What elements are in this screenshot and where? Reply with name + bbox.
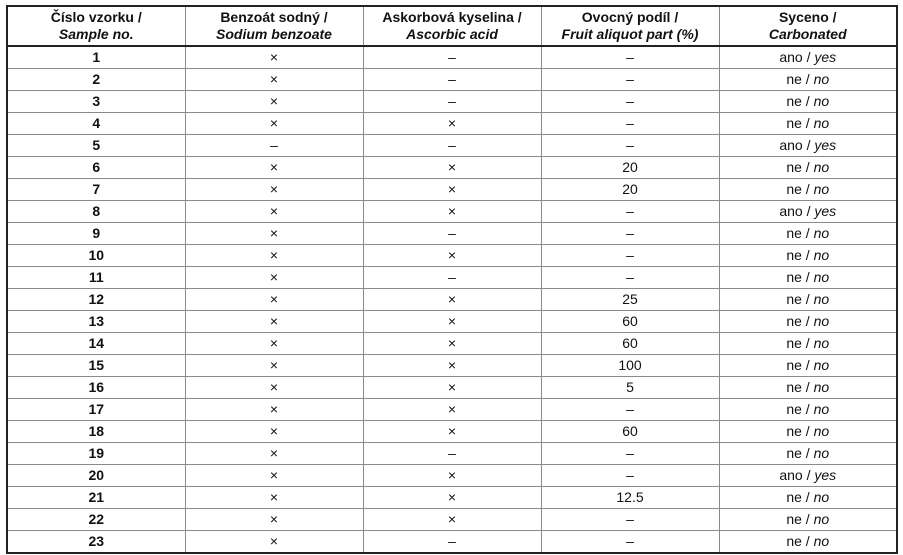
cell-ascorbic-acid: – (363, 223, 541, 245)
cell-sample-no: 21 (7, 487, 185, 509)
carbonated-cz: ano (779, 49, 803, 65)
cell-fruit-aliquot: – (541, 223, 719, 245)
header-carbonated-cz: Syceno / (778, 9, 837, 25)
cell-sample-no: 23 (7, 531, 185, 554)
cell-fruit-aliquot: 25 (541, 289, 719, 311)
carbonated-separator: / (801, 269, 814, 285)
carbonated-separator: / (802, 49, 815, 65)
cell-sodium-benzoate: × (185, 333, 363, 355)
table-row (7, 399, 897, 421)
carbonated-en: no (813, 423, 830, 439)
carbonated-en: no (813, 357, 830, 373)
cell-carbonated (719, 311, 897, 333)
cell-sample-no: 15 (7, 355, 185, 377)
cell-carbonated (719, 289, 897, 311)
cell-sample-no: 19 (7, 443, 185, 465)
cell-carbonated (719, 421, 897, 443)
cell-fruit-aliquot: 60 (541, 333, 719, 355)
cell-sample-no: 7 (7, 179, 185, 201)
cell-sample-no: 8 (7, 201, 185, 223)
cell-fruit-aliquot: – (541, 443, 719, 465)
cell-sodium-benzoate: × (185, 223, 363, 245)
cell-carbonated (719, 399, 897, 421)
table-row (7, 69, 897, 91)
table-row (7, 91, 897, 113)
carbonated-en: no (813, 115, 830, 131)
carbonated-cz: ne (786, 115, 802, 131)
cell-ascorbic-acid: × (363, 333, 541, 355)
cell-sample-no: 20 (7, 465, 185, 487)
carbonated-separator: / (802, 467, 815, 483)
table-row (7, 289, 897, 311)
table-row (7, 443, 897, 465)
cell-ascorbic-acid: – (363, 46, 541, 69)
cell-ascorbic-acid: – (363, 91, 541, 113)
carbonated-cz: ne (786, 445, 802, 461)
carbonated-separator: / (801, 247, 814, 263)
carbonated-en: no (813, 445, 830, 461)
carbonated-cz: ano (779, 467, 803, 483)
carbonated-en: no (813, 159, 830, 175)
carbonated-en: no (813, 247, 830, 263)
header-fruit-aliquot (541, 6, 719, 46)
table-row (7, 487, 897, 509)
table-row (7, 311, 897, 333)
samples-table (6, 5, 898, 554)
cell-carbonated (719, 135, 897, 157)
cell-sample-no: 3 (7, 91, 185, 113)
cell-sodium-benzoate: × (185, 289, 363, 311)
cell-carbonated (719, 46, 897, 69)
cell-ascorbic-acid: – (363, 443, 541, 465)
carbonated-en: no (813, 511, 830, 527)
cell-sample-no: 16 (7, 377, 185, 399)
header-sample-no (7, 6, 185, 46)
cell-sodium-benzoate: × (185, 201, 363, 223)
header-carbonated-en: Carbonated (768, 26, 847, 42)
carbonated-separator: / (801, 335, 814, 351)
carbonated-cz: ne (786, 269, 802, 285)
cell-sample-no: 22 (7, 509, 185, 531)
carbonated-separator: / (801, 489, 814, 505)
carbonated-en: no (813, 313, 830, 329)
cell-fruit-aliquot: – (541, 399, 719, 421)
carbonated-separator: / (801, 313, 814, 329)
cell-carbonated (719, 113, 897, 135)
cell-fruit-aliquot: 5 (541, 377, 719, 399)
header-sodium-benzoate-cz: Benzoát sodný / (220, 9, 328, 25)
cell-fruit-aliquot: – (541, 465, 719, 487)
carbonated-cz: ne (786, 335, 802, 351)
cell-sodium-benzoate: × (185, 179, 363, 201)
table-row (7, 223, 897, 245)
cell-ascorbic-acid: × (363, 487, 541, 509)
cell-carbonated (719, 531, 897, 554)
cell-ascorbic-acid: – (363, 69, 541, 91)
header-ascorbic-acid-cz: Askorbová kyselina / (382, 9, 522, 25)
cell-carbonated (719, 179, 897, 201)
table-row (7, 46, 897, 69)
carbonated-en: no (813, 225, 830, 241)
carbonated-separator: / (801, 445, 814, 461)
carbonated-cz: ne (786, 93, 802, 109)
cell-ascorbic-acid: × (363, 311, 541, 333)
cell-sample-no: 6 (7, 157, 185, 179)
table-body (7, 46, 897, 553)
cell-carbonated (719, 157, 897, 179)
cell-carbonated (719, 333, 897, 355)
carbonated-en: no (813, 379, 830, 395)
cell-ascorbic-acid: – (363, 267, 541, 289)
carbonated-cz: ne (786, 247, 802, 263)
cell-sample-no: 10 (7, 245, 185, 267)
carbonated-separator: / (801, 115, 814, 131)
cell-ascorbic-acid: × (363, 355, 541, 377)
cell-ascorbic-acid: × (363, 245, 541, 267)
cell-sodium-benzoate: × (185, 399, 363, 421)
cell-sodium-benzoate: × (185, 46, 363, 69)
carbonated-cz: ne (786, 225, 802, 241)
cell-sodium-benzoate: × (185, 91, 363, 113)
header-sodium-benzoate-en: Sodium benzoate (216, 26, 332, 42)
cell-carbonated (719, 201, 897, 223)
cell-sodium-benzoate: × (185, 311, 363, 333)
cell-carbonated (719, 443, 897, 465)
cell-sodium-benzoate: × (185, 245, 363, 267)
cell-sodium-benzoate: × (185, 267, 363, 289)
cell-fruit-aliquot: – (541, 91, 719, 113)
cell-sodium-benzoate: × (185, 421, 363, 443)
carbonated-cz: ne (786, 401, 802, 417)
cell-sodium-benzoate: × (185, 443, 363, 465)
cell-ascorbic-acid: – (363, 531, 541, 554)
table-row (7, 377, 897, 399)
cell-fruit-aliquot: 20 (541, 157, 719, 179)
table-row (7, 531, 897, 554)
carbonated-separator: / (801, 379, 814, 395)
header-ascorbic-acid-en: Ascorbic acid (406, 26, 498, 42)
cell-carbonated (719, 69, 897, 91)
cell-sodium-benzoate: × (185, 465, 363, 487)
table-row (7, 201, 897, 223)
cell-ascorbic-acid: × (363, 399, 541, 421)
carbonated-en: yes (814, 203, 837, 219)
table-row (7, 333, 897, 355)
carbonated-cz: ne (786, 489, 802, 505)
carbonated-cz: ne (786, 291, 802, 307)
cell-fruit-aliquot: – (541, 201, 719, 223)
cell-sodium-benzoate: × (185, 69, 363, 91)
cell-fruit-aliquot: – (541, 267, 719, 289)
cell-ascorbic-acid: × (363, 179, 541, 201)
carbonated-cz: ne (786, 313, 802, 329)
carbonated-separator: / (801, 159, 814, 175)
cell-fruit-aliquot: 60 (541, 311, 719, 333)
cell-fruit-aliquot: – (541, 245, 719, 267)
table-row (7, 267, 897, 289)
carbonated-separator: / (801, 357, 814, 373)
cell-fruit-aliquot: – (541, 69, 719, 91)
cell-sample-no: 5 (7, 135, 185, 157)
cell-sample-no: 12 (7, 289, 185, 311)
carbonated-en: no (813, 181, 830, 197)
cell-ascorbic-acid: × (363, 465, 541, 487)
cell-sample-no: 2 (7, 69, 185, 91)
cell-carbonated (719, 223, 897, 245)
carbonated-en: no (813, 335, 830, 351)
carbonated-separator: / (801, 291, 814, 307)
cell-carbonated (719, 465, 897, 487)
table-row (7, 465, 897, 487)
cell-ascorbic-acid: × (363, 157, 541, 179)
cell-ascorbic-acid: × (363, 421, 541, 443)
cell-sample-no: 1 (7, 46, 185, 69)
carbonated-separator: / (801, 511, 814, 527)
cell-carbonated (719, 245, 897, 267)
cell-sample-no: 13 (7, 311, 185, 333)
cell-sample-no: 17 (7, 399, 185, 421)
cell-sample-no: 14 (7, 333, 185, 355)
carbonated-cz: ne (786, 423, 802, 439)
cell-sample-no: 4 (7, 113, 185, 135)
cell-fruit-aliquot: – (541, 531, 719, 554)
carbonated-separator: / (801, 225, 814, 241)
cell-carbonated (719, 509, 897, 531)
table-row (7, 157, 897, 179)
cell-sample-no: 18 (7, 421, 185, 443)
cell-sodium-benzoate: × (185, 487, 363, 509)
table-row (7, 179, 897, 201)
carbonated-cz: ne (786, 181, 802, 197)
cell-fruit-aliquot: – (541, 46, 719, 69)
carbonated-cz: ne (786, 357, 802, 373)
header-fruit-aliquot-en: Fruit aliquot part (%) (561, 26, 699, 42)
table-row (7, 421, 897, 443)
cell-ascorbic-acid: × (363, 113, 541, 135)
cell-fruit-aliquot: – (541, 509, 719, 531)
cell-fruit-aliquot: 12.5 (541, 487, 719, 509)
carbonated-en: no (813, 401, 830, 417)
cell-carbonated (719, 487, 897, 509)
table-row (7, 509, 897, 531)
cell-ascorbic-acid: – (363, 135, 541, 157)
cell-fruit-aliquot: 100 (541, 355, 719, 377)
table-row (7, 113, 897, 135)
carbonated-en: no (813, 71, 830, 87)
header-ascorbic-acid (363, 6, 541, 46)
header-carbonated (719, 6, 897, 46)
cell-carbonated (719, 267, 897, 289)
carbonated-separator: / (801, 401, 814, 417)
cell-ascorbic-acid: × (363, 201, 541, 223)
carbonated-cz: ne (786, 379, 802, 395)
table-header (7, 6, 897, 46)
header-sample-no-en: Sample no. (58, 26, 134, 42)
cell-sodium-benzoate: – (185, 135, 363, 157)
header-row (7, 6, 897, 46)
carbonated-cz: ano (779, 137, 803, 153)
cell-sodium-benzoate: × (185, 509, 363, 531)
carbonated-cz: ne (786, 533, 802, 549)
cell-sample-no: 11 (7, 267, 185, 289)
cell-ascorbic-acid: × (363, 289, 541, 311)
cell-carbonated (719, 91, 897, 113)
cell-ascorbic-acid: × (363, 509, 541, 531)
cell-sample-no: 9 (7, 223, 185, 245)
carbonated-separator: / (801, 93, 814, 109)
cell-sodium-benzoate: × (185, 157, 363, 179)
carbonated-en: no (813, 533, 830, 549)
cell-sodium-benzoate: × (185, 355, 363, 377)
cell-ascorbic-acid: × (363, 377, 541, 399)
carbonated-en: no (813, 291, 830, 307)
carbonated-separator: / (801, 71, 814, 87)
carbonated-cz: ano (779, 203, 803, 219)
cell-fruit-aliquot: – (541, 135, 719, 157)
carbonated-en: yes (814, 137, 837, 153)
header-fruit-aliquot-cz: Ovocný podíl / (581, 9, 679, 25)
carbonated-en: yes (814, 49, 837, 65)
carbonated-separator: / (801, 181, 814, 197)
cell-carbonated (719, 377, 897, 399)
carbonated-separator: / (802, 203, 815, 219)
header-sodium-benzoate (185, 6, 363, 46)
cell-carbonated (719, 355, 897, 377)
carbonated-separator: / (801, 533, 814, 549)
table-row (7, 135, 897, 157)
cell-fruit-aliquot: 20 (541, 179, 719, 201)
carbonated-en: yes (814, 467, 837, 483)
table-row (7, 355, 897, 377)
cell-fruit-aliquot: – (541, 113, 719, 135)
cell-sodium-benzoate: × (185, 113, 363, 135)
table-row (7, 245, 897, 267)
carbonated-cz: ne (786, 159, 802, 175)
carbonated-en: no (813, 269, 830, 285)
header-sample-no-cz: Číslo vzorku / (50, 9, 142, 25)
carbonated-en: no (813, 93, 830, 109)
carbonated-en: no (813, 489, 830, 505)
carbonated-separator: / (801, 423, 814, 439)
cell-sodium-benzoate: × (185, 531, 363, 554)
carbonated-cz: ne (786, 511, 802, 527)
cell-fruit-aliquot: 60 (541, 421, 719, 443)
carbonated-separator: / (802, 137, 815, 153)
cell-sodium-benzoate: × (185, 377, 363, 399)
carbonated-cz: ne (786, 71, 802, 87)
